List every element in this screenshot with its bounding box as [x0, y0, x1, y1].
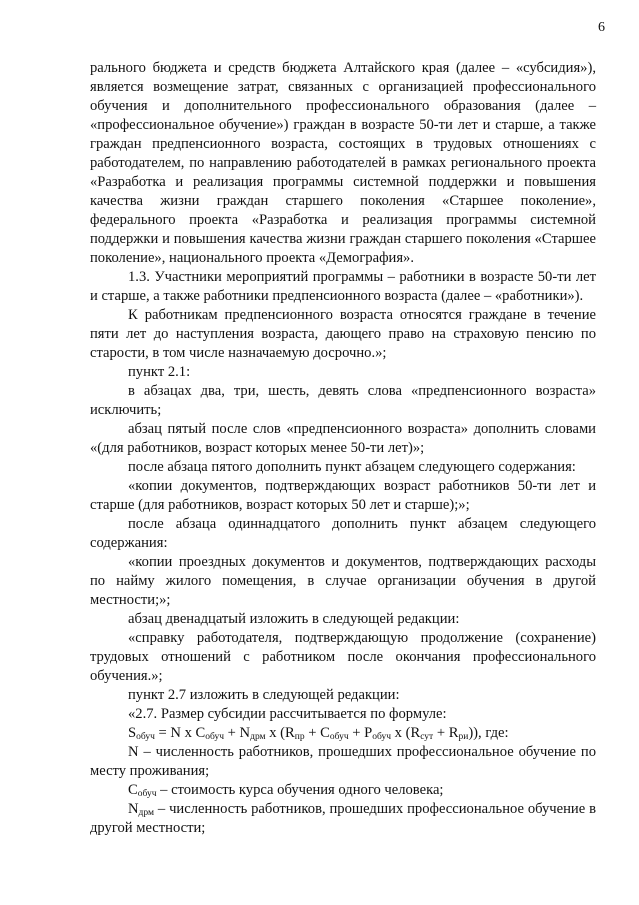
paragraph-formula-intro: «2.7. Размер субсидии рассчитывается по формуле:: [128, 706, 447, 722]
definition-c-obuch: $C_{обуч}$ – стоимость курса обучения одного человека;: [128, 782, 444, 799]
page-number: 6: [598, 20, 605, 35]
paragraph-paragraphs-exclude: в абзацах два, три, шесть, девять слова «предпенсионного возраста» исключить;: [90, 383, 596, 418]
document-body: [90, 59, 596, 838]
definition-n: N – численность работников, прошедших профессиональное обучение по месту проживания;: [90, 744, 596, 779]
paragraph-1-3: 1.3. Участники мероприятий программы – работники в возрасте 50-ти лет и старше, а также работники предпенсионного возраста (далее – «работники»).: [90, 269, 596, 304]
paragraph-item-2-7: пункт 2.7 изложить в следующей редакции:: [128, 687, 400, 703]
definition-n-drm: $N_{дрм}$ – численность работников, прошедших профессиональное обучение в другой местности;: [90, 801, 596, 836]
subsidy-formula: $S_{обуч} = N$ x $C_{обуч} + N_{дрм}$ x ($R_{пр} + C_{обуч} + P_{обуч}$ x $(R_{сут} + R_{ри})$), где:: [128, 725, 509, 742]
paragraph-after-fifth: после абзаца пятого дополнить пункт абзацем следующего содержания:: [128, 459, 576, 475]
paragraph-preretirement-definition: К работникам предпенсионного возраста относятся граждане в течение пяти лет до наступления возраста, дающего право на страховую пенсию по старости, в том числе назначаемую досрочно.»;: [90, 307, 596, 361]
paragraph-after-eleventh: после абзаца одиннадцатого дополнить пункт абзацем следующего содержания:: [90, 516, 596, 551]
paragraph-employer-certificate: «справку работодателя, подтверждающую продолжение (сохранение) трудовых отношений с работником после окончания профессионального обучения.»;: [90, 630, 596, 684]
paragraph-travel-documents: «копии проездных документов и документов, подтверждающих расходы по найму жилого помещения, в случае организации обучения в другой местности;»;: [90, 554, 596, 608]
paragraph-age-documents: «копии документов, подтверждающих возраст работников 50-ти лет и старше (для работников, возраст которых 50 лет и старше);»;: [90, 478, 596, 513]
paragraph-fifth-addition: абзац пятый после слов «предпенсионного возраста» дополнить словами «(для работников, возраст которых менее 50-ти лет)»;: [90, 421, 596, 456]
paragraph-subsidy-purpose: рального бюджета и средств бюджета Алтайского края (далее – «субсидия»), является возмещение затрат, связанных с организацией профессионального обучения и дополнительного профессионального образования (далее – «профессиональное обучение») граждан в возрасте 50-ти лет и старше, а также граждан предпенсионного возраста, состоящих в трудовых отношениях с работодателем, по направлению работодателей в рамках регионального проекта «Разработка и реализация программы системной поддержки и повышения качества жизни граждан старшего поколения «Старшее поколение», федерального проекта «Разработка и реализация программы системной поддержки и повышения качества жизни граждан старшего поколения «Старшее поколение», национального проекта «Демография».: [90, 60, 596, 266]
paragraph-twelfth: абзац двенадцатый изложить в следующей редакции:: [128, 611, 460, 627]
paragraph-item-2-1: пункт 2.1:: [128, 364, 191, 380]
